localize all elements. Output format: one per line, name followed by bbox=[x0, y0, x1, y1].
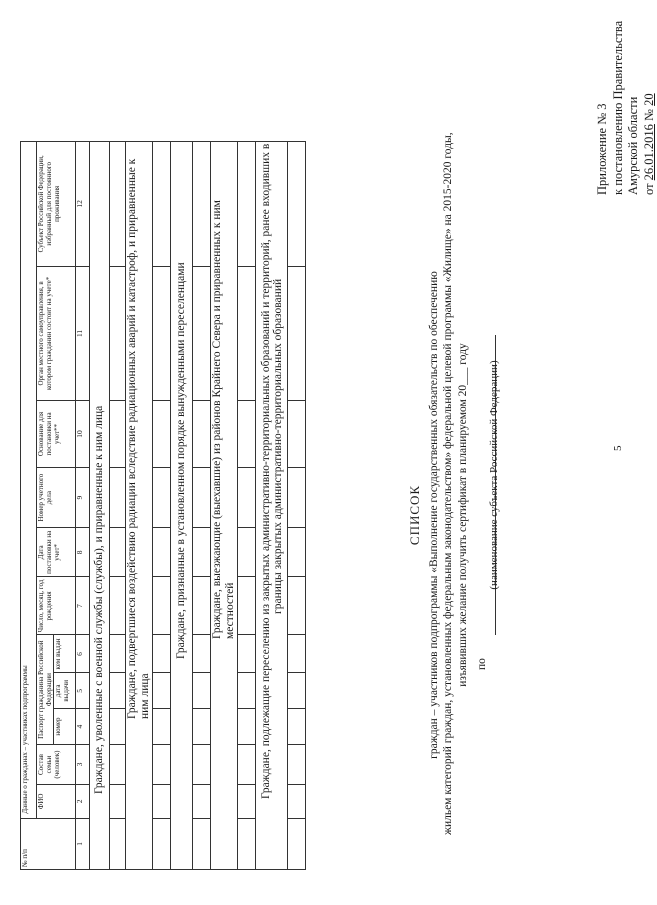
column-number: 3 bbox=[76, 744, 90, 784]
section-row-far-north bbox=[211, 141, 238, 869]
subject-caption: (наименование субъекта Российской Федерации) bbox=[488, 360, 500, 590]
column-number: 6 bbox=[76, 635, 90, 673]
column-number: 1 bbox=[76, 818, 90, 869]
header-case: Номер учетного дела bbox=[37, 467, 76, 527]
annex-date: 26.01.2016 bbox=[641, 124, 656, 181]
section-row-closed-territories bbox=[256, 141, 288, 869]
po-label: по bbox=[476, 658, 488, 670]
title-line-2: жильем категорий граждан, установленных федеральным законодательством» федеральной целевой программы «Жилище» на 2015-2020 годы, bbox=[442, 132, 454, 835]
column-number-row bbox=[76, 141, 90, 869]
section-label: Граждане, уволенные с военной службы (службы), и приравненные к ним лица bbox=[90, 141, 110, 869]
section-label: Граждане, подлежащие переселению из закрытых административно-территориальных образований и территорий, ранее входивших в bbox=[259, 143, 272, 799]
empty-row bbox=[110, 141, 126, 869]
header-family: Состав семьи (человек) bbox=[37, 744, 76, 784]
section-label: Граждане, выезжающие (выехавшие) из районов Крайнего Севера и приравненных к ним местностей bbox=[211, 141, 238, 869]
document-title bbox=[407, 132, 470, 835]
column-number: 12 bbox=[76, 141, 90, 266]
header-reg-date: Дата постановки на учет* bbox=[37, 528, 76, 577]
section-row-military bbox=[90, 141, 110, 869]
title-line-3: изъявивших желание получить сертификат в планируемом 20___ году bbox=[456, 343, 469, 687]
column-number: 4 bbox=[76, 709, 90, 745]
empty-row bbox=[193, 141, 211, 869]
section-row-displaced bbox=[171, 141, 193, 869]
column-number: 7 bbox=[76, 577, 90, 635]
header-passport: Паспорт гражданина Российской Федерации bbox=[37, 635, 54, 744]
empty-row bbox=[153, 141, 171, 869]
header-organ: Орган местного самоуправления, в котором гражданин состоит на учете* bbox=[37, 266, 76, 400]
column-number: 10 bbox=[76, 400, 90, 467]
page-number: 5 bbox=[612, 445, 624, 451]
annex-resolution: к постановлению Правительства bbox=[610, 20, 625, 195]
empty-row bbox=[238, 141, 256, 869]
title-heading: СПИСОК bbox=[407, 484, 422, 546]
section-label: Граждане, признанные в установленном порядке вынужденными переселенцами bbox=[171, 141, 193, 869]
header-participant-data: Данные о гражданах – участниках подпрограммы bbox=[21, 141, 37, 818]
participants-table bbox=[20, 141, 306, 870]
header-fio: ФИО bbox=[37, 785, 76, 819]
annex-region: Амурской области bbox=[626, 96, 640, 195]
header-basis: Основание для постановки на учет** bbox=[37, 400, 76, 467]
header-subject: Субъект Российской Федерации, избранный для постоянного проживания bbox=[37, 141, 76, 266]
title-line-1: граждан – участников подпрограммы «Выполнение государственных обязательств по обеспечению bbox=[427, 271, 440, 759]
header-passport-number: номер bbox=[54, 709, 76, 745]
header-number: № п/п bbox=[21, 818, 76, 869]
section-row-radiation bbox=[126, 141, 153, 869]
header-passport-date: дата выдачи bbox=[54, 673, 76, 709]
annex-block bbox=[595, 21, 657, 195]
column-number: 8 bbox=[76, 528, 90, 577]
header-birth: Число, месяц, год рождения bbox=[37, 577, 76, 635]
header-passport-issued-by: кем выдан bbox=[54, 635, 76, 673]
annex-date-line: от 26.01.2016 № 20 bbox=[641, 93, 656, 195]
column-number: 11 bbox=[76, 266, 90, 400]
column-number: 5 bbox=[76, 673, 90, 709]
annex-title: Приложение № 3 bbox=[595, 103, 609, 195]
annex-number: 20 bbox=[641, 93, 656, 106]
column-number: 2 bbox=[76, 785, 90, 819]
section-label-continuation: границы закрытых административно-территориальных образований bbox=[271, 278, 284, 614]
column-number: 9 bbox=[76, 467, 90, 527]
section-label: Граждане, подвергшиеся воздействию радиации вследствие радиационных аварий и катастроф, и приравненные к ним лица bbox=[126, 141, 153, 869]
empty-row bbox=[288, 141, 306, 869]
